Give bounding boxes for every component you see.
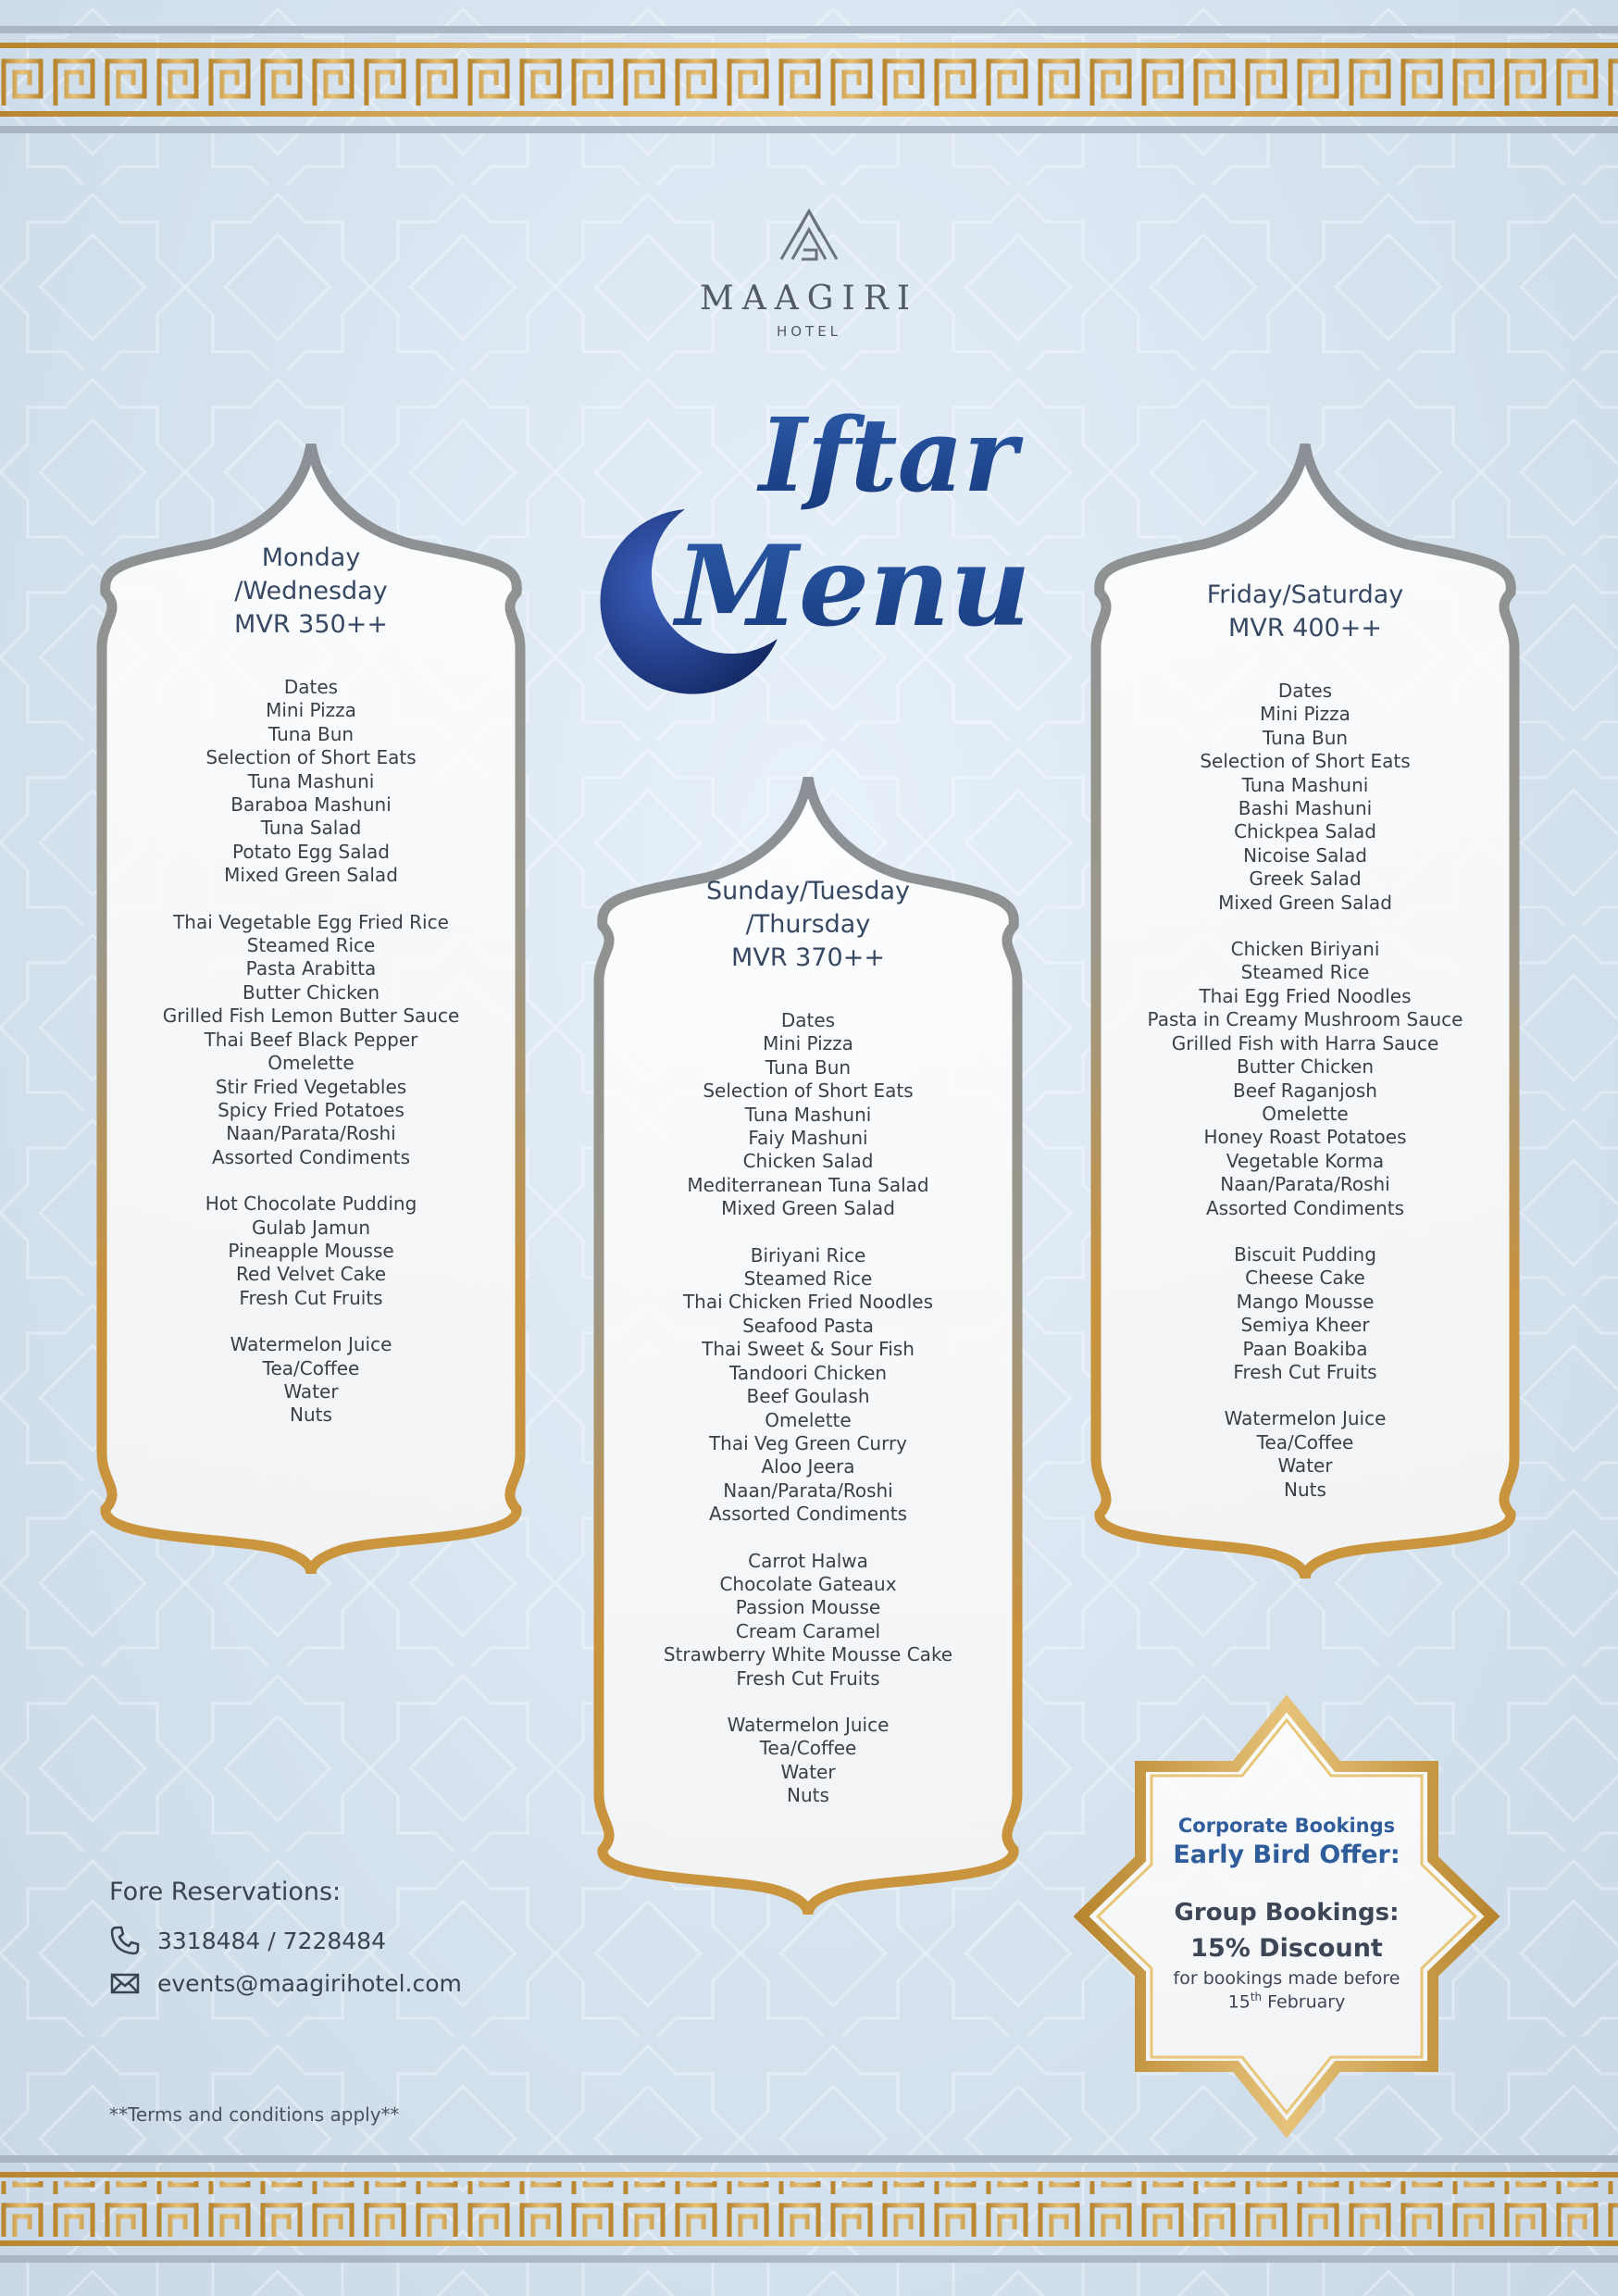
menu-item: Fresh Cut Fruits bbox=[736, 1666, 880, 1690]
offer-early-bird: Early Bird Offer: bbox=[1173, 1841, 1400, 1869]
menu-heading-line: Sunday/Tuesday bbox=[706, 877, 910, 905]
menu-item-group bbox=[1101, 680, 1509, 915]
menu-item: Bashi Mashuni bbox=[1238, 797, 1373, 820]
reservations-heading: Fore Reservations: bbox=[109, 1878, 342, 1906]
menu-item: Fresh Cut Fruits bbox=[1233, 1360, 1377, 1383]
menu-item: Strawberry White Mousse Cake bbox=[663, 1643, 953, 1666]
offer-deadline: 15th February bbox=[1227, 1990, 1346, 2013]
menu-item: Assorted Condiments bbox=[211, 1145, 411, 1168]
email-address[interactable]: events@maagirihotel.com bbox=[157, 1969, 462, 1997]
menu-item: Biriyani Rice bbox=[750, 1243, 866, 1267]
menu-item: Thai Beef Black Pepper bbox=[204, 1028, 418, 1051]
menu-item: Tuna Bun bbox=[765, 1055, 852, 1079]
menu-card-fri-sat bbox=[1101, 579, 1509, 1502]
menu-item: Nicoise Salad bbox=[1243, 843, 1367, 867]
menu-item: Fresh Cut Fruits bbox=[239, 1286, 383, 1309]
menu-item-group bbox=[604, 1244, 1012, 1527]
menu-item: Hot Chocolate Pudding bbox=[205, 1192, 417, 1216]
envelope-icon bbox=[109, 1967, 141, 1999]
menu-item-group bbox=[1101, 1407, 1509, 1502]
menu-item: Mini Pizza bbox=[763, 1032, 853, 1055]
offer-condition: for bookings made before bbox=[1173, 1968, 1400, 1989]
menu-item: Assorted Condiments bbox=[708, 1503, 908, 1526]
menu-item: Steamed Rice bbox=[246, 934, 376, 957]
menu-item: Pineapple Mousse bbox=[228, 1239, 394, 1262]
menu-item: Carrot Halwa bbox=[748, 1549, 868, 1572]
menu-item: Butter Chicken bbox=[1236, 1055, 1374, 1079]
menu-item: Tea/Coffee bbox=[1256, 1430, 1354, 1454]
menu-heading-line: Monday bbox=[261, 543, 361, 572]
menu-item: Potato Egg Salad bbox=[232, 840, 390, 863]
phone-numbers[interactable]: 3318484 / 7228484 bbox=[157, 1927, 386, 1954]
menu-item: Aloo Jeera bbox=[761, 1455, 855, 1479]
menu-item: Pasta Arabitta bbox=[245, 957, 377, 980]
offer-discount: 15% Discount bbox=[1190, 1934, 1383, 1963]
menu-heading-line: /Wednesday bbox=[234, 577, 388, 605]
menu-item: Grilled Fish with Harra Sauce bbox=[1171, 1031, 1439, 1054]
email-line[interactable] bbox=[109, 1962, 462, 2004]
menu-heading-line: Friday/Saturday bbox=[1206, 580, 1404, 609]
menu-item: Tuna Bun bbox=[1262, 726, 1349, 749]
menu-item: Water bbox=[283, 1379, 339, 1403]
menu-item: Stir Fried Vegetables bbox=[215, 1075, 407, 1098]
menu-item: Tuna Mashuni bbox=[247, 769, 375, 792]
menu-item: Omelette bbox=[1262, 1102, 1349, 1125]
menu-price: MVR 400++ bbox=[1228, 614, 1382, 643]
menu-item: Vegetable Korma bbox=[1226, 1149, 1385, 1172]
menu-item-group bbox=[604, 1009, 1012, 1221]
menu-item-group bbox=[1101, 938, 1509, 1220]
menu-item: Mini Pizza bbox=[266, 699, 356, 722]
menu-item: Omelette bbox=[268, 1052, 355, 1075]
menu-item: Water bbox=[780, 1760, 836, 1783]
menu-item: Mixed Green Salad bbox=[224, 864, 398, 887]
menu-item: Chicken Salad bbox=[742, 1150, 874, 1173]
menu-item-group bbox=[107, 911, 515, 1169]
menu-item: Thai Chicken Fried Noodles bbox=[682, 1291, 934, 1314]
menu-item: Semiya Kheer bbox=[1240, 1314, 1370, 1337]
menu-item: Passion Mousse bbox=[735, 1596, 881, 1619]
offer-corporate-label: Corporate Bookings bbox=[1177, 1815, 1396, 1837]
terms-note: **Terms and conditions apply** bbox=[109, 2103, 400, 2126]
menu-item: Spicy Fried Potatoes bbox=[218, 1098, 404, 1121]
menu-item: Tea/Coffee bbox=[262, 1356, 360, 1379]
menu-item: Mixed Green Salad bbox=[1218, 891, 1392, 914]
menu-item: Thai Veg Green Curry bbox=[708, 1431, 908, 1454]
menu-item-group bbox=[1101, 1243, 1509, 1384]
menu-item-group bbox=[107, 1333, 515, 1428]
menu-item: Naan/Parata/Roshi bbox=[723, 1479, 893, 1502]
menu-item: Mango Mousse bbox=[1236, 1290, 1375, 1313]
menu-item: Grilled Fish Lemon Butter Sauce bbox=[162, 1004, 460, 1028]
menu-item: Selection of Short Eats bbox=[703, 1079, 914, 1103]
menu-item: Mediterranean Tuna Salad bbox=[687, 1173, 929, 1196]
menu-item: Watermelon Juice bbox=[727, 1713, 890, 1736]
menu-item: Faiy Mashuni bbox=[748, 1127, 868, 1150]
menu-item: Greek Salad bbox=[1249, 867, 1362, 891]
menu-item-group bbox=[107, 676, 515, 888]
menu-item: Gulab Jamun bbox=[251, 1216, 371, 1239]
menu-item: Chickpea Salad bbox=[1234, 820, 1376, 843]
menu-item: Dates bbox=[780, 1009, 836, 1031]
phone-line[interactable] bbox=[109, 1919, 462, 1962]
menu-item: Baraboa Mashuni bbox=[230, 793, 392, 817]
menu-item: Dates bbox=[1277, 680, 1333, 702]
menu-item: Red Velvet Cake bbox=[235, 1263, 387, 1286]
hotel-name: MAAGIRI bbox=[699, 280, 919, 318]
menu-heading-line: /Thursday bbox=[745, 910, 871, 939]
menu-item: Naan/Parata/Roshi bbox=[226, 1122, 396, 1145]
menu-item: Seafood Pasta bbox=[742, 1314, 874, 1337]
menu-item: Butter Chicken bbox=[242, 980, 380, 1004]
title-line-2: Menu bbox=[676, 521, 1031, 652]
menu-price: MVR 350++ bbox=[234, 610, 388, 639]
menu-item: Chicken Biriyani bbox=[1230, 938, 1380, 961]
menu-item: Nuts bbox=[787, 1784, 829, 1807]
menu-item: Watermelon Juice bbox=[1224, 1407, 1387, 1430]
menu-item: Selection of Short Eats bbox=[1200, 750, 1411, 773]
menu-item: Steamed Rice bbox=[1240, 961, 1370, 984]
menu-item: Steamed Rice bbox=[743, 1267, 873, 1291]
menu-item: Pasta in Creamy Mushroom Sauce bbox=[1147, 1008, 1463, 1031]
menu-item: Tuna Bun bbox=[268, 722, 355, 745]
menu-item: Naan/Parata/Roshi bbox=[1220, 1173, 1390, 1196]
menu-item: Nuts bbox=[1284, 1478, 1326, 1501]
menu-item: Omelette bbox=[765, 1408, 852, 1431]
menu-item: Tuna Mashuni bbox=[744, 1103, 872, 1126]
menu-item: Beef Raganjosh bbox=[1233, 1079, 1377, 1102]
menu-item: Assorted Condiments bbox=[1205, 1196, 1405, 1219]
menu-item: Selection of Short Eats bbox=[205, 746, 417, 769]
hotel-subtitle: HOTEL bbox=[776, 323, 842, 340]
menu-item: Thai Sweet & Sour Fish bbox=[702, 1338, 915, 1361]
menu-item: Beef Goulash bbox=[746, 1385, 870, 1408]
menu-price: MVR 370++ bbox=[731, 943, 885, 972]
menu-item: Thai Egg Fried Noodles bbox=[1199, 984, 1412, 1007]
menu-item: Mixed Green Salad bbox=[721, 1197, 895, 1220]
menu-item: Tuna Salad bbox=[260, 817, 362, 840]
menu-item-group bbox=[604, 1714, 1012, 1808]
menu-item-group bbox=[107, 1192, 515, 1310]
menu-item: Chocolate Gateaux bbox=[719, 1572, 897, 1595]
menu-item: Cheese Cake bbox=[1245, 1267, 1365, 1290]
title-line-1: Iftar bbox=[759, 395, 1017, 515]
menu-item: Thai Vegetable Egg Fried Rice bbox=[173, 910, 449, 933]
menu-card-sun-tue-thu bbox=[604, 875, 1012, 1808]
menu-item: Tea/Coffee bbox=[759, 1737, 857, 1760]
reservations-block bbox=[109, 1878, 462, 2004]
offer-text bbox=[1101, 1815, 1472, 2012]
menu-item: Water bbox=[1277, 1454, 1333, 1478]
offer-group-bookings: Group Bookings: bbox=[1174, 1899, 1400, 1927]
menu-item: Nuts bbox=[290, 1404, 332, 1427]
menu-item-group bbox=[604, 1550, 1012, 1691]
menu-item: Dates bbox=[283, 676, 339, 698]
menu-item: Biscuit Pudding bbox=[1234, 1242, 1376, 1266]
menu-item: Honey Roast Potatoes bbox=[1203, 1126, 1407, 1149]
menu-item: Mini Pizza bbox=[1260, 703, 1350, 726]
menu-item: Watermelon Juice bbox=[230, 1333, 392, 1356]
menu-item: Cream Caramel bbox=[735, 1619, 881, 1642]
menu-item: Tandoori Chicken bbox=[728, 1361, 888, 1384]
phone-icon bbox=[109, 1925, 141, 1956]
menu-card-mon-wed bbox=[107, 542, 515, 1428]
menu-item: Paan Boakiba bbox=[1242, 1337, 1368, 1360]
menu-item: Tuna Mashuni bbox=[1241, 773, 1369, 796]
